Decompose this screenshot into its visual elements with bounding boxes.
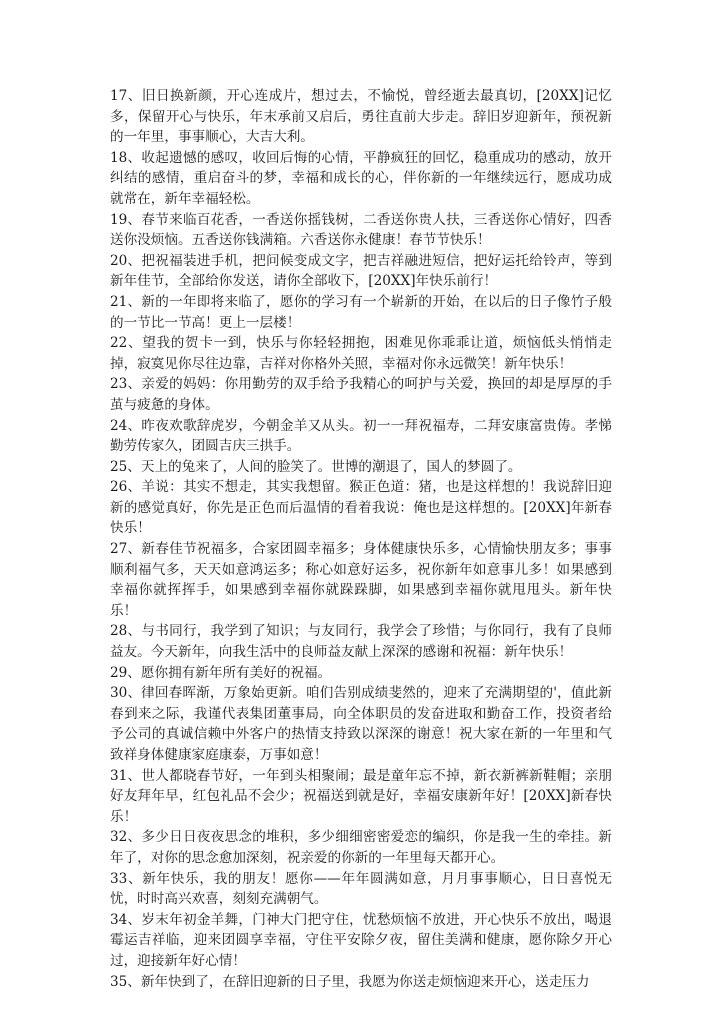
paragraph-31: 31、世人都晓春节好，一年到头相聚闹；最是童年忘不掉，新衣新裤新鞋帽；亲朋好友拜年早，红包礼品不会少；祝福送到就是好，幸福安康新年好！[20XX]新春快乐！ xyxy=(110,767,612,825)
paragraph-30: 30、律回春晖渐，万象始更新。咱们告别成绩斐然的，迎来了充满期望的'，值此新春到来之际，我谨代表集团董事局，向全体职员的发奋进取和勤奋工作，投资者给予公司的真诚信赖中外客户的热情支持致以深深的谢意！祝大家在新的一年里和气致祥身体健康家庭康泰，万事如意！ xyxy=(110,685,612,763)
paragraph-34: 34、岁末年初金羊舞，门神大门把守住，忧愁烦恼不放进，开心快乐不放出，喝退霉运吉祥临，迎来团圆享幸福，守住平安除夕夜，留住美满和健康，愿你除夕开心过，迎接新年好心情！ xyxy=(110,911,612,969)
paragraph-17: 17、旧日换新颜，开心连成片，想过去，不愉悦，曾经逝去最真切，[20XX]记忆多，保留开心与快乐，年末承前又启后，勇往直前大步走。辞旧岁迎新年，预祝新的一年里，事事顺心，大吉大利。 xyxy=(110,88,612,146)
paragraph-32: 32、多少日日夜夜思念的堆积，多少细细密密爱恋的编织，你是我一生的牵挂。新年了，对你的思念愈加深刻，祝亲爱的你新的一年里每天都开心。 xyxy=(110,829,612,866)
paragraph-24: 24、昨夜欢歌辞虎岁，今朝金羊又从头。初一一拜祝福寿，二拜安康富贵俦。孝悌勤劳传家久，团圆吉庆三拱手。 xyxy=(110,417,612,455)
paragraph-27: 27、新春佳节祝福多，合家团圆幸福多；身体健康快乐多，心情愉快朋友多；事事顺利福气多，天天如意鸿运多；称心如意好运多，祝你新年如意事儿多！如果感到幸福你就挥挥手，如果感到幸福你就跺跺脚，如果感到幸福你就甩甩头。新年快乐！ xyxy=(110,541,612,619)
paragraph-20: 20、把祝福装进手机，把问候变成文字，把吉祥融进短信，把好运托给铃声，等到新年佳节，全部给你发送，请你全部收下，[20XX]年快乐前行！ xyxy=(110,252,612,290)
paragraph-33: 33、新年快乐，我的朋友！愿你——年年圆满如意，月月事事顺心，日日喜悦无忧，时时高兴欢喜，刻刻充满朝气。 xyxy=(110,870,612,908)
paragraph-26: 26、羊说：其实不想走，其实我想留。猴正色道：猪，也是这样想的！我说辞旧迎新的感觉真好，你先是正色而后温情的看着我说：俺也是这样想的。[20XX]年新春快乐！ xyxy=(110,479,612,537)
document-page xyxy=(110,86,612,992)
paragraph-23: 23、亲爱的妈妈：你用勤劳的双手给予我精心的呵护与关爱，换回的却是厚厚的手茧与疲惫的身体。 xyxy=(110,376,612,413)
paragraph-21: 21、新的一年即将来临了，愿你的学习有一个崭新的开始，在以后的日子像竹子般的一节比一节高！更上一层楼！ xyxy=(110,293,612,331)
paragraph-18: 18、收起遗憾的感叹，收回后悔的心情，平静疯狂的回忆，稳重成功的感动，放开纠结的感情，重启奋斗的梦，幸福和成长的心，伴你新的一年继续远行，愿成功成就常在，新年幸福轻松。 xyxy=(110,149,612,207)
paragraph-19: 19、春节来临百花香，一香送你摇钱树，二香送你贵人扶，三香送你心情好，四香送你没烦恼。五香送你钱满箱。六香送你永健康！春节节快乐！ xyxy=(110,211,612,249)
paragraph-25: 25、天上的兔来了，人间的脸笑了。世博的潮退了，国人的梦圆了。 xyxy=(110,458,522,475)
paragraph-29: 29、愿你拥有新年所有美好的祝福。 xyxy=(110,664,332,681)
paragraph-35: 35、新年快到了，在辞旧迎新的日子里，我愿为你送走烦恼迎来开心，送走压力 xyxy=(110,973,590,990)
paragraph-28: 28、与书同行，我学到了知识；与友同行，我学会了珍惜；与你同行，我有了良师益友。今天新年，向我生活中的良师益友献上深深的感谢和祝福：新年快乐！ xyxy=(110,623,612,661)
paragraph-22: 22、望我的贺卡一到，快乐与你轻轻拥抱，困难见你乖乖让道，烦恼低头悄悄走掉，寂寞见你尽往边靠，吉祥对你格外关照，幸福对你永远微笑！新年快乐！ xyxy=(110,335,612,372)
